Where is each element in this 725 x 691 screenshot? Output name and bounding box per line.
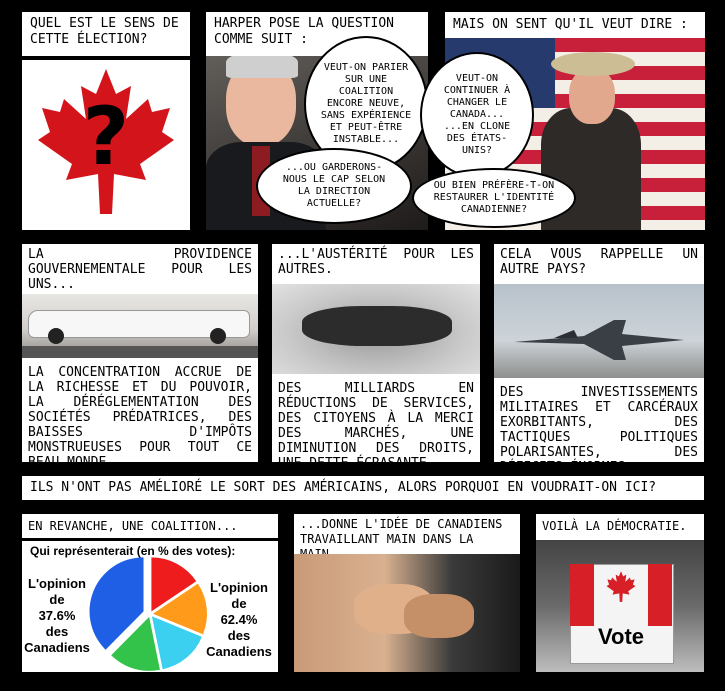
limousine-photo <box>22 294 258 358</box>
left-slice-label <box>22 576 92 656</box>
hand-right <box>404 594 474 638</box>
panel-caption: MAIS ON SENT QU'IL VEUT DIRE : <box>445 12 705 38</box>
panel-caption: EN REVANCHE, UNE COALITION... <box>22 514 278 538</box>
panel-caption: ...DONNE L'IDÉE DE CANADIENS TRAVAILLANT MAIN DANS LA <box>294 514 520 554</box>
left-label-line: 37.6% <box>38 608 76 623</box>
pie-chart <box>90 554 210 674</box>
maple-leaf-icon <box>604 570 638 604</box>
flag-band-left <box>570 564 594 626</box>
panel-caption-top: LA PROVIDENCE GOUVERNEMENTALE POUR LES UNS... <box>22 244 258 294</box>
maple-leaf-question-image <box>36 64 176 224</box>
ballot-box-photo <box>536 540 704 672</box>
panel-caption-top: ...L'AUSTÉRITÉ POUR LES AUTRES. <box>272 244 480 282</box>
vote-label: Vote <box>597 624 645 649</box>
limo-wheel-front <box>48 328 64 344</box>
right-slice-label <box>200 580 278 660</box>
right-label-line: de <box>231 596 247 611</box>
question-mark-icon: ? <box>82 90 130 183</box>
right-label-line: des <box>227 628 251 643</box>
speech-bubble-keep-course: ...OU GARDERONS-NOUS LE CAP SELON LA DIRECTION ACTUELLE? <box>256 148 412 224</box>
limo-wheel-rear <box>210 328 226 344</box>
fighter-jet-photo <box>494 284 704 378</box>
panel-fighter-jet <box>494 244 704 475</box>
banner-caption: ILS N'ONT PAS AMÉLIORÉ LE SORT DES AMÉRICAINS, ALORS PORQUOI EN VOUDRAIT-ON ICI? <box>22 476 704 500</box>
speech-bubble-identity: OU BIEN PRÉFÈRE-T-ON RESTAURER L'IDENTITÉ CANADIENNE? <box>412 168 576 228</box>
panel-handshake <box>294 514 520 672</box>
panel-limousine <box>22 244 258 470</box>
handshake-photo <box>294 554 520 672</box>
panel-vote <box>536 514 704 672</box>
panel-coalition-chart <box>22 514 278 672</box>
limo-road <box>22 346 258 358</box>
left-label-line: Canadiens <box>24 640 90 655</box>
cowboy-hat <box>551 52 635 76</box>
cowboy-face <box>569 68 615 124</box>
speech-bubble-clone-usa: VEUT-ON CONTINUER À CHANGER LE CANADA... ...EN CLONE DES ÉTATS-UNIS? <box>420 52 534 178</box>
right-label-line: 62.4% <box>220 612 258 627</box>
panel-caption-top: CELA VOUS RAPPELLE UN AUTRE PAYS? <box>494 244 704 282</box>
panel-caption-bottom: LA CONCENTRATION ACCRUE DE LA RICHESSE ET DU POUVOIR, LA DÉRÉGLEMENTATION DES SOCIÉTÉS PRÉDATRICES, DES BAISSES D'IMPÔTS MONSTRUEUSES POUR TOUT CE BEAU MONDE. <box>22 362 258 462</box>
left-label-line: L'opinion <box>28 576 86 591</box>
left-label-line: des <box>45 624 69 639</box>
panel-caption-bottom: DES INVESTISSEMENTS MILITAIRES ET CARCÉRAUX EXORBITANTS, DES TACTIQUES POLITIQUES POLARISANTES, DES DÉFICITS ÉNORMES. <box>494 382 704 462</box>
caption-divider <box>22 538 278 541</box>
right-label-line: Canadiens <box>206 644 272 659</box>
chart-title: Qui représenterait (en % des votes): <box>30 544 236 558</box>
jet-icon <box>494 284 704 378</box>
panel-caption-bottom: DES MILLIARDS EN RÉDUCTIONS DE SERVICES, DES CITOYENS À LA MERCI DES MARCHÉS, UNE DIMINUTION DES DROITS, UNE DETTE ÉCRASANTE. <box>272 378 480 462</box>
left-label-line: de <box>49 592 65 607</box>
figure <box>302 306 452 346</box>
panel-caption: QUEL EST LE SENS DE CETTE ÉLECTION? <box>22 12 190 56</box>
panel-caption: HARPER POSE LA QUESTION COMME SUIT : <box>206 12 428 56</box>
panel-maple-leaf <box>22 12 190 230</box>
speech-bubble-coalition: VEUT-ON PARIER SUR UNE COALITION ENCORE NEUVE, SANS EXPÉRIENCE ET PEUT-ÊTRE INSTABLE... <box>304 36 428 172</box>
caption-divider <box>22 56 190 60</box>
panel-homeless <box>272 244 480 471</box>
homeless-person-photo <box>272 284 480 374</box>
panel-caption: VOILÀ LA DÉMOCRATIE. <box>536 514 704 538</box>
flag-band-right <box>648 564 672 626</box>
right-label-line: L'opinion <box>210 580 268 595</box>
